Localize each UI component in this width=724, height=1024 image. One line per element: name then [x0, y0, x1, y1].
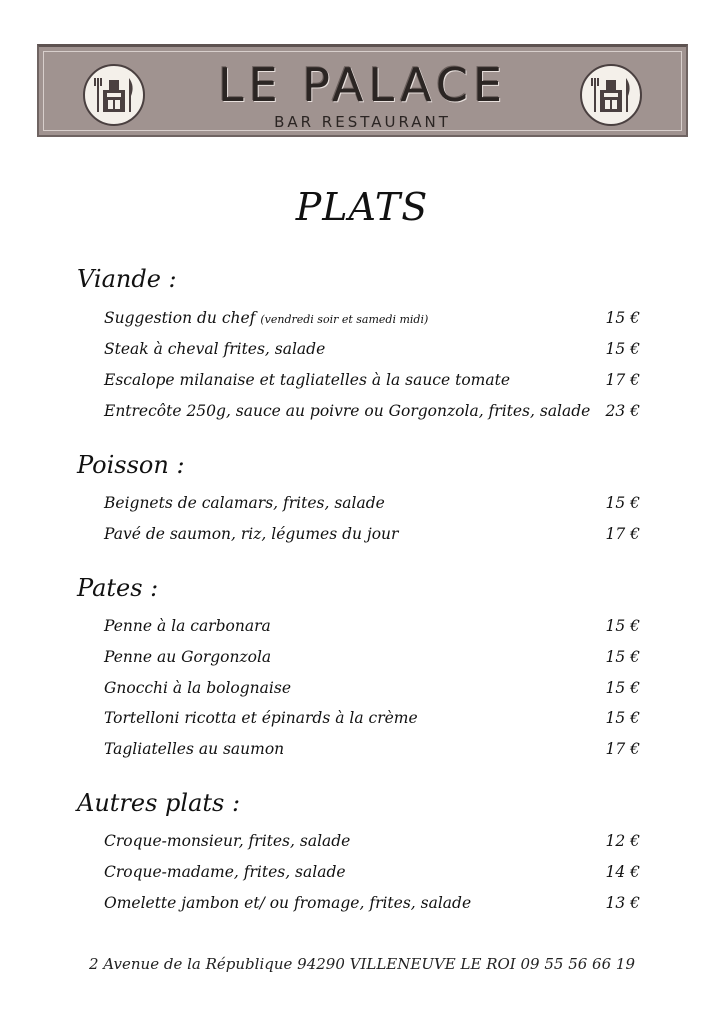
restaurant-name: LE PALACE [217, 58, 508, 112]
menu-item [104, 371, 640, 395]
restaurant-subtitle: BAR RESTAURANT [274, 113, 451, 131]
section-title-autres-plats: Autres plats : [77, 789, 241, 817]
item-price: 15 € [605, 494, 640, 512]
item-price: 12 € [605, 832, 640, 850]
item-price: 15 € [605, 648, 640, 666]
item-price: 17 € [605, 371, 640, 389]
menu-item [104, 494, 640, 518]
menu-item [104, 679, 640, 703]
page-title: PLATS [295, 185, 429, 229]
item-name: Gnocchi à la bolognaise [104, 679, 291, 697]
item-name: Suggestion du chef (vendredi soir et samedi midi) [104, 309, 429, 327]
item-name: Steak à cheval frites, salade [104, 340, 326, 358]
menu-item [104, 863, 640, 887]
item-name: Beignets de calamars, frites, salade [104, 494, 385, 512]
menu-item [104, 894, 640, 918]
item-price: 13 € [605, 894, 640, 912]
item-price: 14 € [605, 863, 640, 881]
item-name: Omelette jambon et/ ou fromage, frites, salade [104, 894, 472, 912]
item-price: 17 € [605, 740, 640, 758]
item-price: 15 € [605, 309, 640, 327]
item-name: Pavé de saumon, riz, légumes du jour [104, 525, 399, 543]
item-name: Penne au Gorgonzola [104, 648, 272, 666]
section-title-poisson: Poisson : [77, 451, 185, 479]
item-price: 17 € [605, 525, 640, 543]
section-title-pates: Pates : [77, 574, 159, 602]
item-name: Croque-monsieur, frites, salade [104, 832, 351, 850]
item-name: Croque-madame, frites, salade [104, 863, 346, 881]
item-name: Penne à la carbonara [104, 617, 271, 635]
menu-item [104, 617, 640, 641]
section-title-viande: Viande : [77, 265, 177, 293]
item-name: Tortelloni ricotta et épinards à la crème [104, 709, 418, 727]
house-fork-knife-icon [582, 66, 640, 124]
item-name: Entrecôte 250g, sauce au poivre ou Gorgonzola, frites, salade [104, 402, 591, 420]
menu-item [104, 402, 640, 426]
address-footer: 2 Avenue de la République 94290 VILLENEUVE LE ROI 09 55 56 66 19 [89, 955, 635, 973]
item-name: Tagliatelles au saumon [104, 740, 285, 758]
menu-item [104, 832, 640, 856]
menu-item [104, 525, 640, 549]
menu-item [104, 709, 640, 733]
item-name: Escalope milanaise et tagliatelles à la sauce tomate [104, 371, 510, 389]
menu-item [104, 340, 640, 364]
item-price: 15 € [605, 617, 640, 635]
item-price: 23 € [605, 402, 640, 420]
item-price: 15 € [605, 709, 640, 727]
menu-item [104, 740, 640, 764]
menu-item [104, 648, 640, 672]
restaurant-logo-right [580, 64, 642, 126]
item-note: (vendredi soir et samedi midi) [260, 313, 429, 326]
restaurant-banner [37, 44, 688, 137]
item-price: 15 € [605, 679, 640, 697]
menu-item [104, 309, 640, 333]
item-price: 15 € [605, 340, 640, 358]
